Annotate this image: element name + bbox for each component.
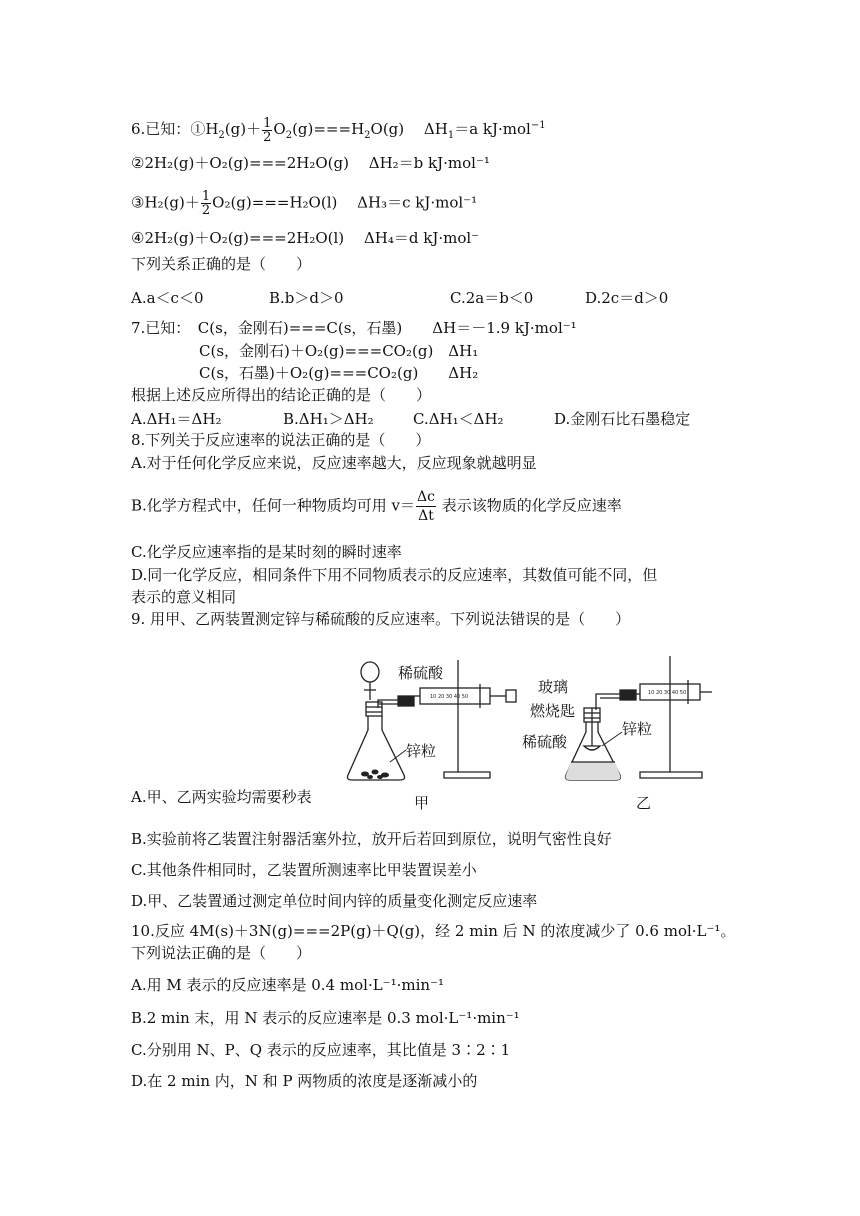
q9-option-c: C.其他条件相同时，乙装置所测速率比甲装置误差小 [131, 861, 477, 879]
label-glass1: 玻璃 [538, 678, 569, 696]
apparatus-figure [340, 650, 720, 815]
label-yi: 乙 [636, 794, 652, 812]
rate-fraction: $\frac{\Delta c}{\Delta t}$ [417, 489, 435, 524]
apparatus-yi [566, 656, 713, 780]
q6-eq3: ③H₂(g)＋ $\frac{1}{2}$ O₂(g)===H₂O(l) ΔH₃＝c kJ·mol⁻¹ [131, 189, 478, 218]
q6-eq1: 6.已知：$①H_2(g)+$ $\frac{1}{2}$ $O_2(g)===H_2O(g)$ $\Delta H_1=a$ kJ·mol$^{-1}$ [131, 115, 546, 145]
label-zinc-yi: 锌粒 [622, 720, 653, 738]
q10-option-b: B.2 min 末，用 N 表示的反应速率是 0.3 mol·L⁻¹·min⁻¹ [131, 1009, 520, 1027]
q7-option-d: D.金刚石比石墨稳定 [554, 410, 691, 428]
label-acid-jia: 稀硫酸 [398, 664, 444, 682]
q10-option-d: D.在 2 min 内，N 和 P 两物质的浓度是逐渐减小的 [131, 1072, 478, 1090]
syringe-scale-jia: 10 20 30 40 50 [430, 694, 469, 700]
q8-option-d2: 表示的意义相同 [131, 588, 237, 606]
half-fraction: $\frac{1}{2}$ [201, 189, 211, 218]
q6-eq2: ②2H₂(g)＋O₂(g)===2H₂O(g) ΔH₂＝b kJ·mol⁻¹ [131, 154, 490, 172]
q7-line3: C(s，石墨)＋O₂(g)===CO₂(g) ΔH₂ [199, 364, 479, 382]
q7-ask: 根据上述反应所得出的结论正确的是（ ） [131, 386, 432, 404]
q6-ask: 下列关系正确的是（ ） [131, 255, 312, 273]
q7-option-c: C.ΔH₁＜ΔH₂ [413, 410, 504, 428]
q8-option-b: B.化学方程式中，任何一种物质均可用 v＝ $\frac{\Delta c}{\Delta t}$ 表示该物质的化学反应速率 [131, 489, 622, 524]
q6-stem: 6.已知： [131, 120, 191, 138]
half-fraction: $\frac{1}{2}$ [263, 115, 272, 145]
syringe-scale-yi: 10 20 30 40 50 [648, 690, 687, 696]
q9-option-d: D.甲、乙装置通过测定单位时间内锌的质量变化测定反应速率 [131, 892, 538, 910]
q7-line2: C(s，金刚石)＋O₂(g)===CO₂(g) ΔH₁ [199, 342, 479, 360]
q8-option-c: C.化学反应速率指的是某时刻的瞬时速率 [131, 543, 402, 561]
label-acid-yi: 稀硫酸 [522, 733, 568, 751]
q8-option-a: A.对于任何化学反应来说，反应速率越大，反应现象就越明显 [131, 454, 537, 472]
q6-option-b: B.b＞d＞0 [269, 289, 344, 307]
q9-option-b: B.实验前将乙装置注射器活塞外拉，放开后若回到原位，说明气密性良好 [131, 830, 612, 848]
q8-stem: 8.下列关于反应速率的说法正确的是（ ） [131, 431, 431, 449]
q8-option-d1: D.同一化学反应，相同条件下用不同物质表示的反应速率，其数值可能不同，但 [131, 566, 658, 584]
q7-option-b: B.ΔH₁＞ΔH₂ [283, 410, 374, 428]
q7-option-a: A.ΔH₁＝ΔH₂ [131, 410, 222, 428]
q6-option-a: A.a＜c＜0 [131, 289, 204, 307]
q10-stem2: 下列说法正确的是（ ） [131, 944, 312, 962]
q9-option-a: A.甲、乙两实验均需要秒表 [131, 788, 312, 806]
q6-option-c: C.2a＝b＜0 [450, 289, 534, 307]
q10-option-c: C.分别用 N、P、Q 表示的反应速率，其比值是 3∶2∶1 [131, 1041, 511, 1059]
label-jia: 甲 [414, 794, 430, 812]
zinc-granules [361, 770, 389, 780]
q10-stem: 10.反应 4M(s)＋3N(g)===2P(g)＋Q(g)，经 2 min 后 N 的浓度减少了 0.6 mol·L⁻¹。 [131, 922, 736, 940]
label-zinc-jia: 锌粒 [406, 742, 437, 760]
q6-eq4: ④2H₂(g)＋O₂(g)===2H₂O(l) ΔH₄＝d kJ·mol⁻ [131, 229, 480, 247]
label-glass2: 燃烧匙 [530, 702, 576, 720]
q6-option-d: D.2c＝d＞0 [585, 289, 669, 307]
q7-stem: 7.已知： C(s，金刚石)===C(s，石墨) ΔH＝－1.9 kJ·mol⁻¹ [131, 319, 577, 337]
q10-option-a: A.用 M 表示的反应速率是 0.4 mol·L⁻¹·min⁻¹ [131, 976, 444, 994]
q9-stem: 9. 用甲、乙两装置测定锌与稀硫酸的反应速率。下列说法错误的是（ ） [131, 610, 631, 628]
